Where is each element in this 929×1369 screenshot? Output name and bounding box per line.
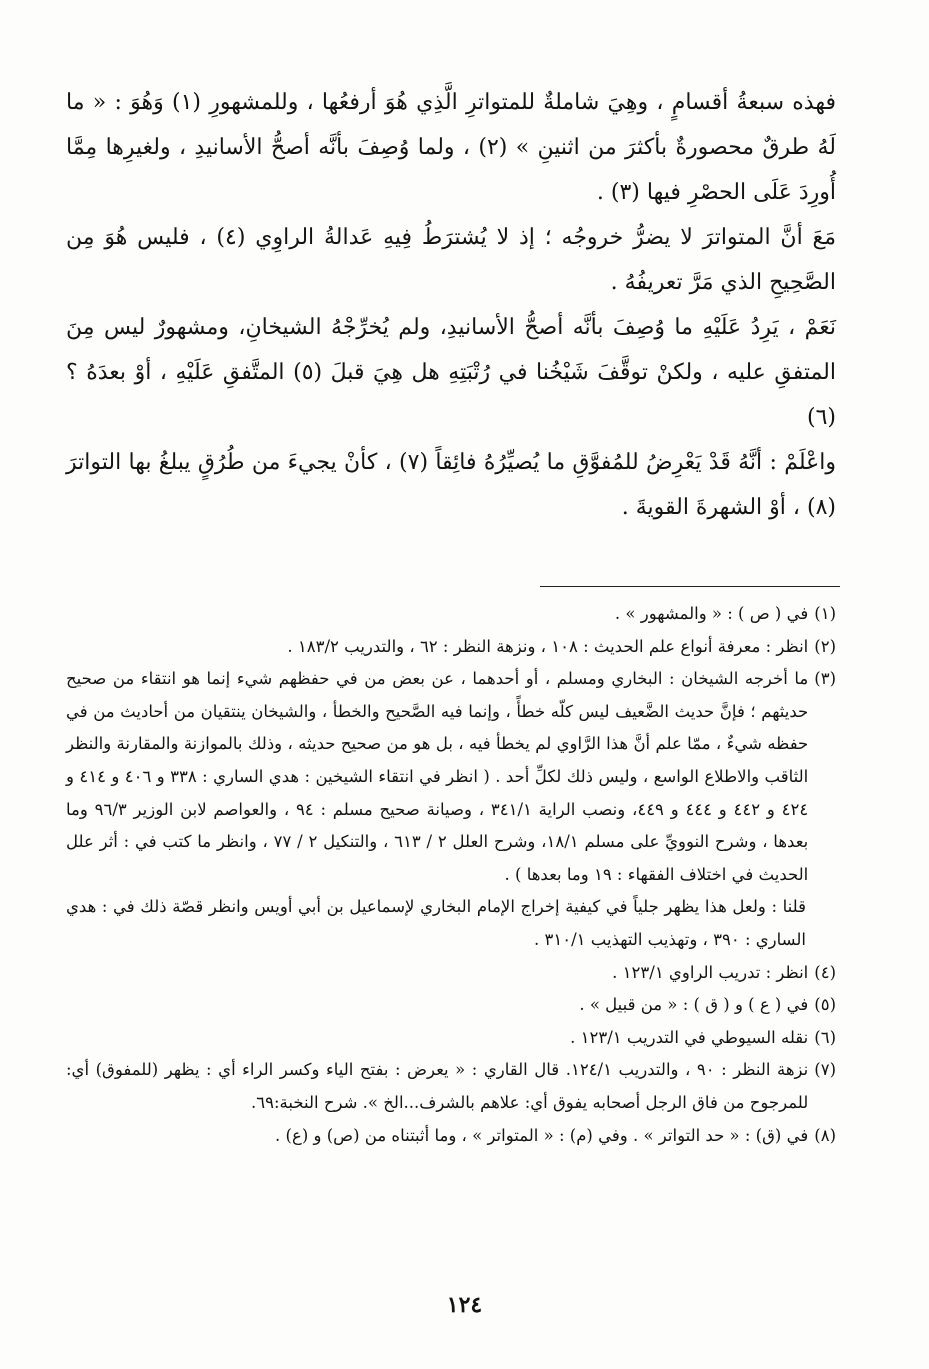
main-paragraph-2: مَعَ أنَّ المتواترَ لا يضرُّ خروجُه ؛ إذ لا يُشترَطُ فِيهِ عَدالةُ الراوِي (٤) ، فليس هُوَ مِن الصَّحِيحِ الذي مَرَّ تعريفُهُ . [66, 225, 837, 295]
footnote-text: في ( ص ) : « والمشهور » . [614, 604, 809, 623]
footnote-number: (٨) [814, 1125, 836, 1145]
footnote-3 [66, 663, 836, 891]
page-number: ١٢٤ [446, 1292, 483, 1318]
footnote-text: انظر : معرفة أنواع علم الحديث : ١٠٨ ، ونزهة النظر : ٦٢ ، والتدريب ١٨٣/٢ . [287, 636, 809, 656]
footnote-3-continuation: قلنا : ولعل هذا يظهر جلياً في كيفية إخراج الإمام البخاري لإسماعيل بن أبي أويس وانظر قصّة ذلك في : هدي الساري : ٣٩٠ ، وتهذيب التهذيب ٣١٠/١ . [66, 897, 806, 949]
footnote-separator [540, 586, 840, 587]
footnote-text: في (ق) : « حد التواتر » . وفي (م) : « المتواتر » ، وما أثبتناه من (ص) و (ع) . [275, 1125, 809, 1145]
footnote-7 [66, 1054, 836, 1119]
footnote-number: (٥) [814, 995, 836, 1015]
main-paragraph-1: فهذه سبعةُ أقسامٍ ، وهِيَ شاملةٌ للمتواترِ الَّذِي هُوَ أرفعُها ، وللمشهورِ (١) وَهُوَ : « ما لَهُ طرقٌ محصورةٌ بأكثرَ من اثنينِ » (٢) ، ولما وُصِفَ بأنَّه أصحُّ الأسانيدِ ، ولغيرِها مِمَّا أُورِدَ عَلَى الحصْرِ فيها (٣) . [66, 90, 837, 205]
footnote-number: (٧) [814, 1060, 836, 1080]
footnote-number: (٢) [814, 636, 836, 656]
footnote-text: في ( ع ) و ( ق ) : « من قبيل » . [579, 995, 809, 1015]
main-paragraph-4: واعْلَمْ : أنَّهُ قَدْ يَعْرِضُ للمُفوَّقِ ما يُصيِّرُهُ فائِقاً (٧) ، كأنْ يجيءَ من طُرُقٍ يبلغُ بها التواترَ (٨) ، أوْ الشهرةَ القويةَ . [66, 450, 836, 520]
footnote-number: (١) [814, 604, 836, 623]
footnote-text: انظر : تدريب الراوي ١٢٣/١ . [612, 962, 809, 982]
footnote-text: ما أخرجه الشيخان : البخاري ومسلم ، أو أحدهما ، عن بعض من في حفظهم شيء إنما هو انتقاء من صحيح حديثهم ؛ فإنَّ حديث الضَّعيف ليس كلّه خطأً ، وإنما فيه الصَّحيح والخطأ ، والشيخان ينتقيان من أحاديث من في حفظه شيءٌ ، ممّا علم أنَّ هذا الرَّاوي لم يخطأ فيه ، بل هو من صحيح حديثه ، وذلك بالموازنة والمقارنة والنظر الثاقب والاطلاع الواسع ، وليس ذلك لكلِّ أحد . ( انظر في انتقاء الشيخين : هدي الساري : ٣٣٨ و ٤٠٦ و ٤١٤ و ٤٢٤ و ٤٤٢ و ٤٤٤ و ٤٤٩، ونصب الراية ٣٤١/١ ، وصيانة صحيح مسلم : ٩٤ ، والعواصم لابن الوزير ٩٦/٣ وما بعدها ، وشرح النوويِّ على مسلم ١٨/١، وشرح العلل ٢ / ٦١٣ ، والتنكيل ٢ / ٧٧ ، وانظر ما كتب في : أثر علل الحديث في اختلاف الفقهاء : ١٩ وما بعدها ) . [66, 669, 809, 884]
main-text [66, 80, 836, 530]
footnote-4 [66, 957, 836, 990]
footnotes [66, 598, 836, 1152]
footnote-5 [66, 989, 836, 1022]
footnote-text: نقله السيوطي في التدريب ١٢٣/١ . [570, 1027, 809, 1047]
footnote-number: (٤) [814, 962, 836, 982]
footnote-number: (٣) [814, 669, 836, 689]
footnote-1 [66, 598, 836, 631]
footnote-8 [66, 1120, 836, 1153]
footnote-6 [66, 1022, 836, 1055]
footnote-text: نزهة النظر : ٩٠ ، والتدريب ١٢٤/١. قال القاري : « يعرض : بفتح الياء وكسر الراء أي : يظهر (للمفوق) أي: للمرجوح من فاق الرجل أصحابه يفوق أي: علاهم بالشرف...الخ ». شرح النخبة:٦٩. [66, 1060, 809, 1112]
footnote-number: (٦) [814, 1027, 836, 1047]
footnote-2 [66, 631, 836, 664]
main-paragraph-3: نَعَمْ ، يَرِدُ عَلَيْهِ ما وُصِفَ بأنَّه أصحُّ الأسانيدِ، ولم يُخرِّجْهُ الشيخانِ، ومشهورٌ ليس مِنَ المتفقِ عليه ، ولكنْ توقَّفَ شَيْخُنا في رُتْبَتِهِ هل هِيَ قبلَ (٥) المتَّفقِ عَلَيْهِ ، أوْ بعدَهُ ؟ (٦) [66, 315, 837, 430]
